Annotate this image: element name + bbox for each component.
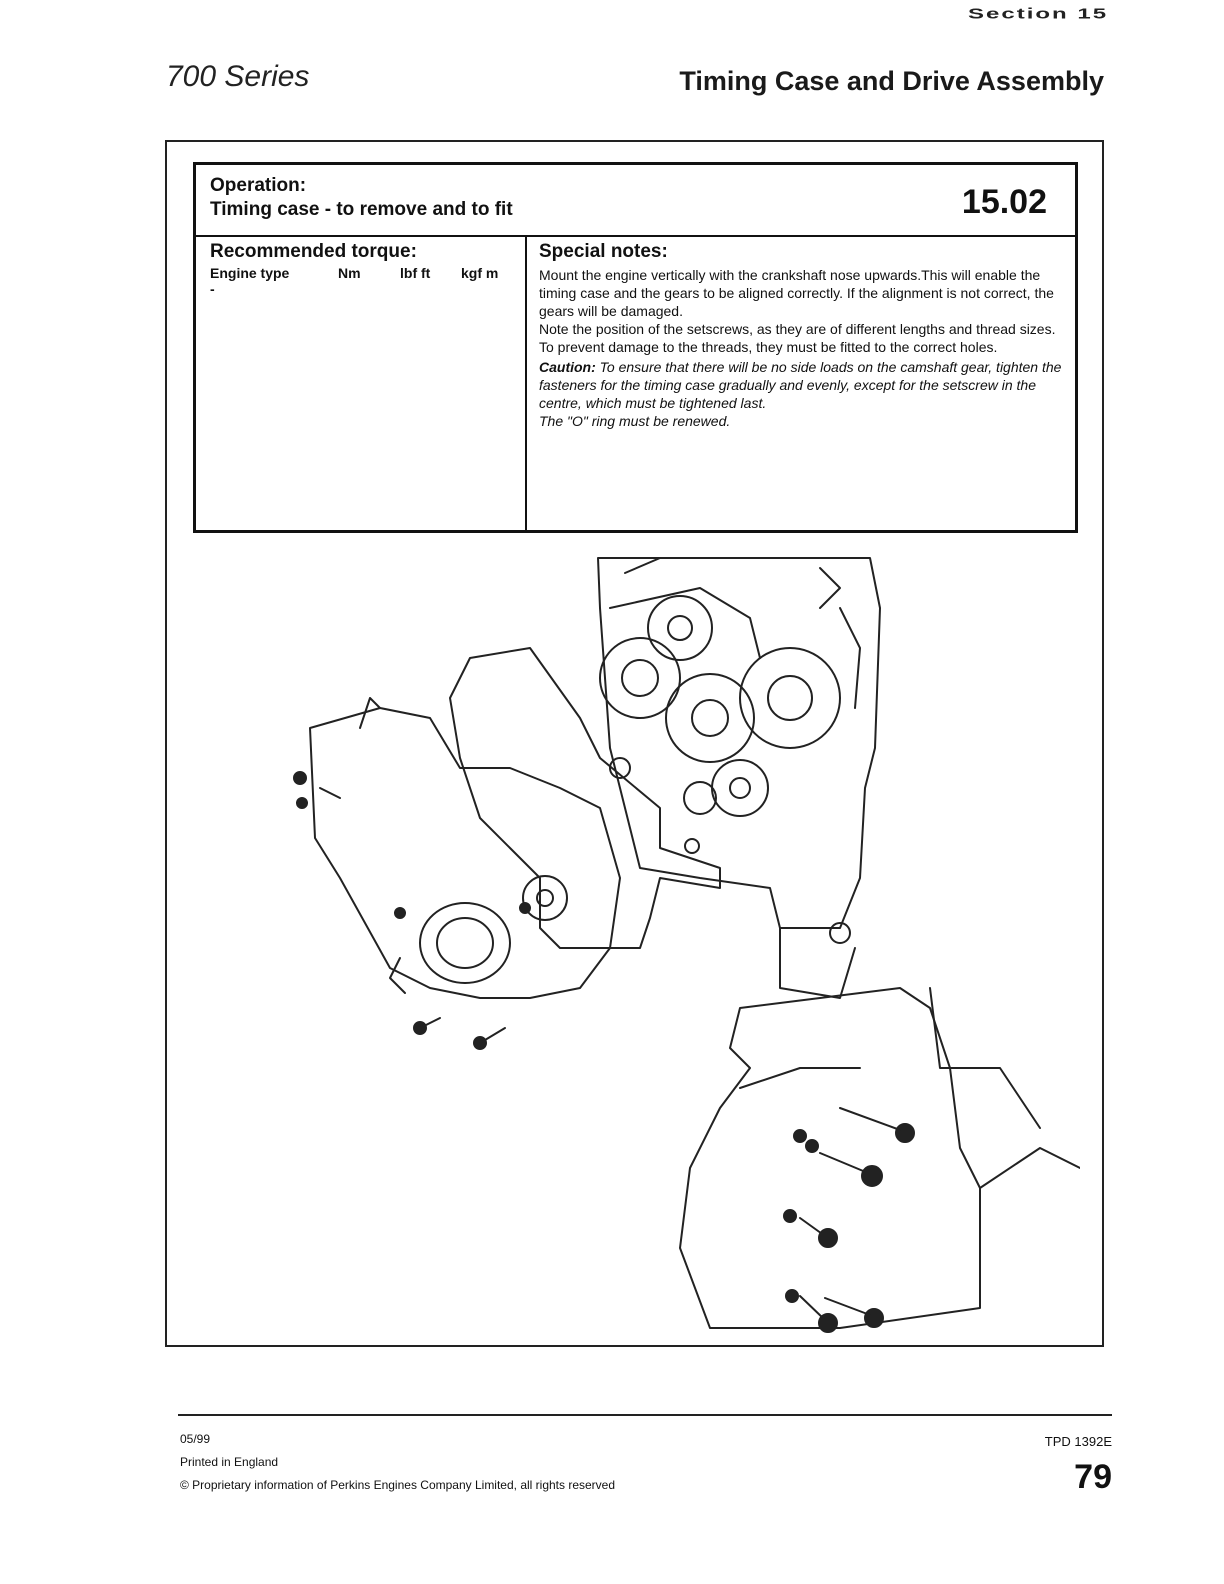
column-divider [525,235,527,530]
timing-gears [600,596,840,816]
detail-setscrews [784,1124,914,1332]
torque-col-engine-type: Engine type [210,265,290,281]
note-paragraph: To prevent damage to the threads, they must be fitted to the correct holes. [539,339,998,355]
operation-info-box [193,162,1078,533]
series-title: 700 Series [166,60,310,93]
operation-label: Operation: [210,175,307,196]
chapter-title: Timing Case and Drive Assembly [679,66,1104,96]
note-paragraph: Mount the engine vertically with the crankshaft nose upwards.This will enable the timing case and the gears to be aligned correctly. If the alignment is not correct, the gears will be damaged. [539,267,1054,319]
timing-case [310,698,620,998]
document-code: TPD 1392E [1044,1434,1112,1449]
special-notes-body [539,266,1069,430]
timing-case-exploded-diagram [280,548,1080,1338]
page-number: 79 [1074,1458,1112,1496]
setscrew-shanks [420,1018,505,1043]
oring-note: The "O" ring must be renewed. [539,413,731,429]
timing-case-setscrews [294,772,530,1049]
section-label: Section 15 [968,6,1109,23]
timing-case-gasket [450,648,720,948]
torque-row-value: - [210,281,215,297]
footer-printed: Printed in England [180,1455,279,1469]
fastener-detail-inset [680,988,1080,1328]
footer-date: 05/99 [180,1432,211,1446]
torque-col-nm: Nm [338,265,361,281]
torque-heading: Recommended torque: [210,241,417,262]
torque-col-lbf-ft: lbf ft [400,265,431,281]
footer-copyright: © Proprietary information of Perkins Engines Company Limited, all rights reserved [180,1478,616,1492]
caution-text: To ensure that there will be no side loads on the camshaft gear, tighten the fasteners for the timing case gradually and evenly, except for the setscrew in the centre, which must be tightened last. [539,359,1062,411]
special-notes-heading: Special notes: [539,241,668,262]
operation-row [196,165,1075,237]
note-paragraph: Note the position of the setscrews, as they are of different lengths and thread sizes. [539,321,1056,337]
torque-col-kgf-m: kgf m [461,265,499,281]
operation-number: 15.02 [961,183,1047,221]
footer-rule [178,1414,1112,1416]
caution-label: Caution: [539,359,596,375]
caution-note [539,358,1069,412]
operation-title: Timing case - to remove and to fit [210,199,513,220]
